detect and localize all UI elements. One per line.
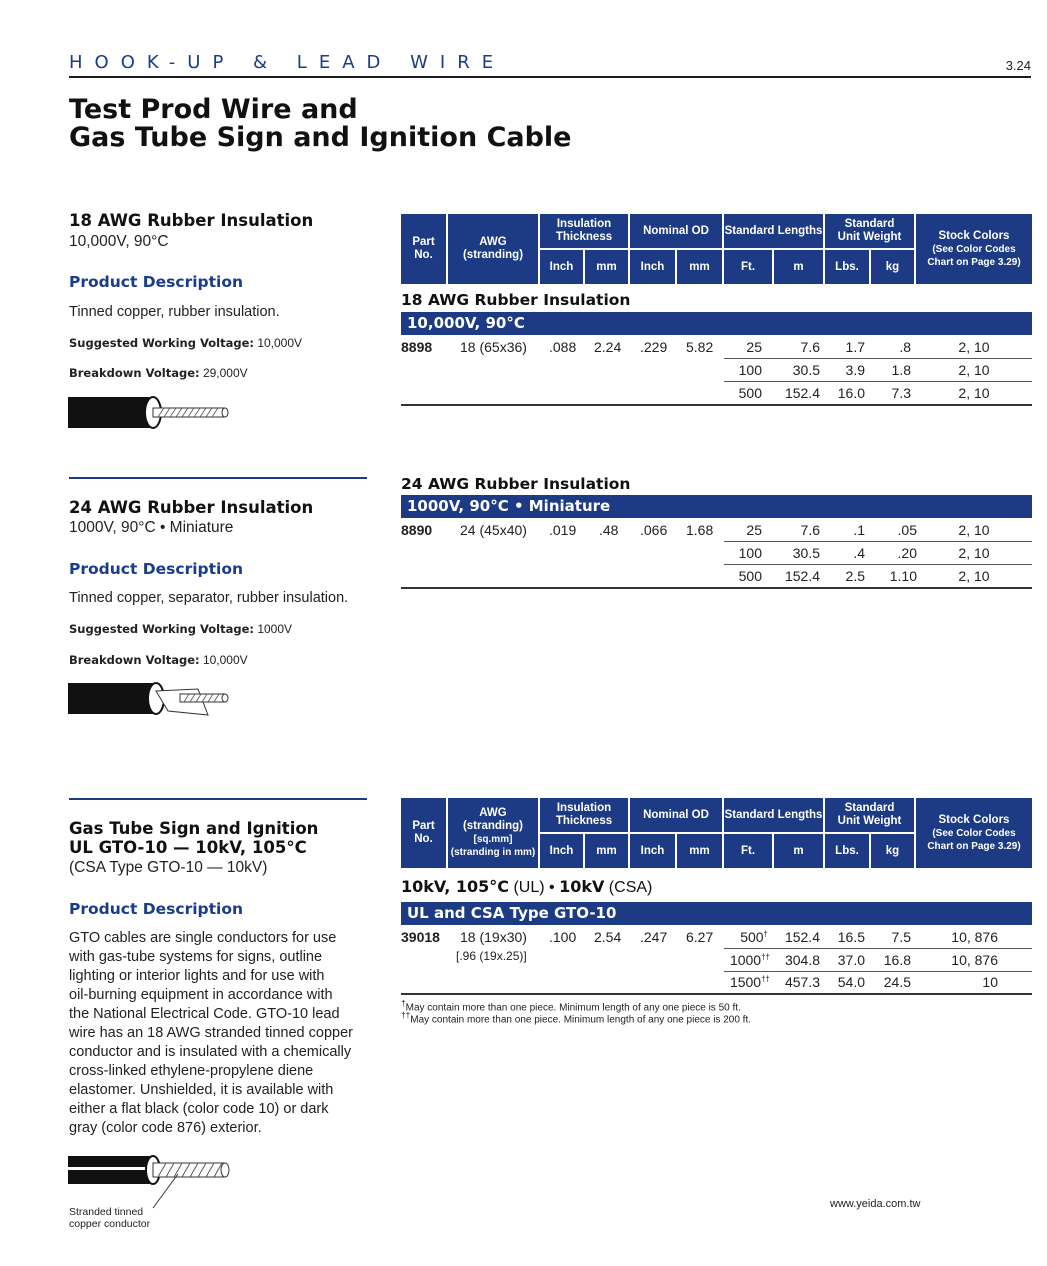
page-title-line1: Test Prod Wire and — [69, 94, 358, 125]
sub-m: m — [774, 834, 823, 868]
swv-value: 1000V — [257, 622, 293, 636]
col-insulation: Insulation Thickness — [540, 798, 628, 832]
desc-line: wire has an 18 AWG stranded tinned copper — [69, 1025, 353, 1041]
table1-ins-inch: .088 — [549, 339, 577, 355]
sub-mm: mm — [585, 250, 628, 284]
section2-rule — [69, 477, 367, 479]
section3-heading-line2: UL GTO-10 — 10kV, 105°C — [69, 838, 307, 857]
section2-subheading: 1000V, 90°C • Miniature — [69, 519, 234, 536]
section1-subheading: 10,000V, 90°C — [69, 233, 169, 250]
col-nominal-od: Nominal OD — [630, 214, 722, 248]
sub-lbs: Lbs. — [825, 250, 869, 284]
callout-line: copper conductor — [69, 1218, 151, 1230]
table2-ins-inch: .019 — [549, 522, 577, 538]
website-url: www.yeida.com.tw — [830, 1198, 921, 1210]
table3-od-mm: 6.27 — [686, 929, 714, 945]
table2-part-no: 8890 — [401, 522, 433, 538]
page-number: 3.24 — [1005, 58, 1031, 73]
desc-line: elastomer. Unshielded, it is available with — [69, 1082, 334, 1098]
col-stock-colors: Stock Colors (See Color Codes Chart on Page 3.29) — [916, 214, 1032, 284]
table3-part-no: 39018 — [401, 929, 440, 945]
sub-ft: Ft. — [724, 250, 772, 284]
section1-product-description-label: Product Description — [69, 273, 244, 291]
desc-line: GTO cables are single conductors for use — [69, 930, 337, 946]
wire-illustration-18awg — [68, 395, 233, 430]
table2-awg: 24 (45x40) — [460, 522, 527, 538]
section2-product-description-label: Product Description — [69, 560, 244, 578]
sub-kg: kg — [871, 250, 914, 284]
col-weight: Standard Unit Weight — [825, 214, 914, 248]
table2-ins-mm: .48 — [599, 522, 619, 538]
desc-line: gray (color code 876) exterior. — [69, 1120, 262, 1136]
col-awg: AWG (stranding) [sq.mm] (stranding in mm) — [448, 798, 538, 868]
sub-mm: mm — [677, 834, 722, 868]
footnote-2: ††May contain more than one piece. Minimum length of any one piece is 200 ft. — [401, 1010, 752, 1026]
desc-line: lighting or interior lights and for use with — [69, 968, 325, 984]
bd-label: Breakdown Voltage: — [69, 653, 200, 667]
page-title — [69, 96, 572, 152]
table3-band: UL and CSA Type GTO-10 — [401, 902, 1032, 925]
bd-label: Breakdown Voltage: — [69, 366, 200, 380]
desc-line: with gas-tube systems for signs, outline — [69, 949, 323, 965]
section1-heading: 18 AWG Rubber Insulation — [69, 211, 314, 230]
desc-line: either a flat black (color code 10) or dark — [69, 1101, 329, 1117]
section3-subheading: (CSA Type GTO-10 — 10kV) — [69, 859, 268, 876]
table2-group-title: 24 AWG Rubber Insulation — [401, 475, 631, 493]
sub-m: m — [774, 250, 823, 284]
table3-ins-inch: .100 — [549, 929, 577, 945]
section2-description: Tinned copper, separator, rubber insulation. — [69, 590, 349, 606]
callout-line: Stranded tinned — [69, 1206, 144, 1218]
col-insulation: Insulation Thickness — [540, 214, 628, 248]
col-part-no: Part No. — [401, 798, 446, 868]
section3-description — [69, 929, 353, 1138]
row-divider — [724, 381, 1032, 382]
footnote-1: †May contain more than one piece. Minimum length of any one piece is 50 ft. — [401, 998, 741, 1014]
table3-group-title: 10kV, 105°C (UL) • 10kV (CSA) — [401, 877, 653, 896]
sub-mm: mm — [585, 834, 628, 868]
row-divider — [724, 541, 1032, 542]
table1-awg: 18 (65x36) — [460, 339, 527, 355]
table1-od-mm: 5.82 — [686, 339, 714, 355]
desc-line: cross-linked ethylene-propylene diene — [69, 1063, 314, 1079]
sub-ft: Ft. — [724, 834, 772, 868]
series-header: HOOK-UP & LEAD WIRE — [69, 52, 506, 73]
table1-band: 10,000V, 90°C — [401, 312, 1032, 335]
sub-mm: mm — [677, 250, 722, 284]
section1-working-voltage — [69, 336, 302, 350]
col-lengths: Standard Lengths — [724, 798, 823, 832]
section2-working-voltage — [69, 622, 292, 636]
section2-breakdown-voltage — [69, 653, 248, 667]
col-lengths: Standard Lengths — [724, 214, 823, 248]
col-awg: AWG (stranding) — [448, 214, 538, 284]
table1-od-inch: .229 — [640, 339, 668, 355]
table2-od-mm: 1.68 — [686, 522, 714, 538]
sub-kg: kg — [871, 834, 914, 868]
table3-awg-mm: [.96 (19x.25)] — [456, 949, 527, 963]
conductor-callout — [69, 1206, 150, 1230]
desc-line: conductor and is insulated with a chemically — [69, 1044, 352, 1060]
desc-line: the National Electrical Code. GTO-10 lead — [69, 1006, 340, 1022]
table3-ins-mm: 2.54 — [594, 929, 622, 945]
table1-ins-mm: 2.24 — [594, 339, 622, 355]
section1-description: Tinned copper, rubber insulation. — [69, 304, 280, 320]
swv-label: Suggested Working Voltage: — [69, 336, 254, 350]
table2-bottom-rule — [401, 587, 1032, 589]
col-part-no: Part No. — [401, 214, 446, 284]
table2-od-inch: .066 — [640, 522, 668, 538]
table1-group-title: 18 AWG Rubber Insulation — [401, 291, 631, 309]
col-stock-colors: Stock Colors (See Color Codes Chart on Page 3.29) — [916, 798, 1032, 868]
desc-line: oil-burning equipment in accordance with — [69, 987, 333, 1003]
section2-heading: 24 AWG Rubber Insulation — [69, 498, 314, 517]
swv-label: Suggested Working Voltage: — [69, 622, 254, 636]
bd-value: 10,000V — [202, 653, 248, 667]
sub-inch: Inch — [630, 250, 675, 284]
sub-inch: Inch — [540, 250, 583, 284]
sub-lbs: Lbs. — [825, 834, 869, 868]
row-divider — [724, 358, 1032, 359]
section1-breakdown-voltage — [69, 366, 248, 380]
row-divider — [724, 948, 1032, 949]
header-rule — [69, 76, 1031, 78]
section3-heading — [69, 819, 318, 857]
section3-product-description-label: Product Description — [69, 900, 244, 918]
swv-value: 10,000V — [257, 336, 303, 350]
sub-inch: Inch — [630, 834, 675, 868]
wire-illustration-24awg — [68, 681, 233, 717]
col-weight: Standard Unit Weight — [825, 798, 914, 832]
row-divider — [724, 564, 1032, 565]
table3-bottom-rule — [401, 993, 1032, 995]
wire-illustration-gto10 — [68, 1152, 233, 1212]
page-title-line2: Gas Tube Sign and Ignition Cable — [69, 122, 572, 153]
table3-awg: 18 (19x30) — [460, 929, 527, 945]
table1-part-no: 8898 — [401, 339, 433, 355]
row-divider — [724, 971, 1032, 972]
bd-value: 29,000V — [202, 366, 248, 380]
section3-heading-line1: Gas Tube Sign and Ignition — [69, 819, 319, 838]
col-nominal-od: Nominal OD — [630, 798, 722, 832]
table1-bottom-rule — [401, 404, 1032, 406]
table2-band: 1000V, 90°C • Miniature — [401, 495, 1032, 518]
section3-rule — [69, 798, 367, 800]
table3-od-inch: .247 — [640, 929, 668, 945]
sub-inch: Inch — [540, 834, 583, 868]
